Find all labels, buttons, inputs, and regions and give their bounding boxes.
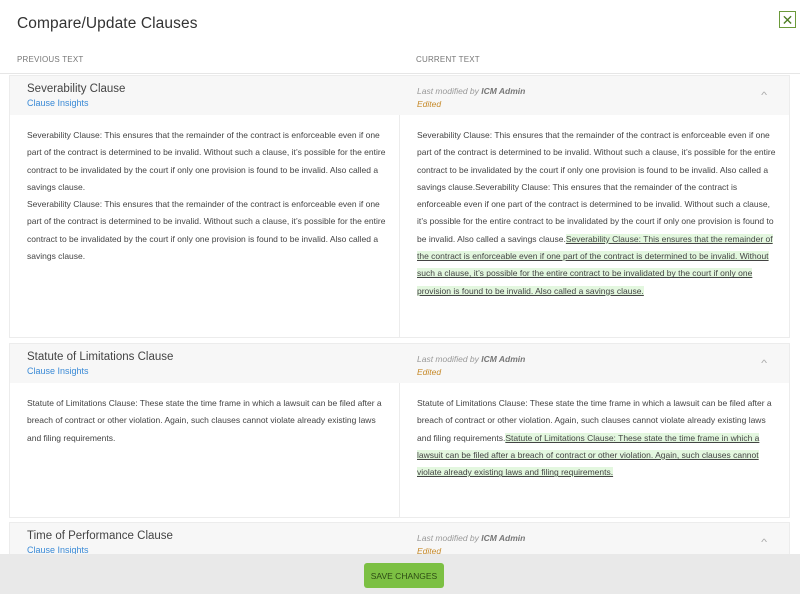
- chevron-up-icon[interactable]: ^: [761, 537, 768, 547]
- close-icon: ✕: [781, 11, 794, 28]
- chevron-up-icon[interactable]: ^: [761, 90, 768, 100]
- clause-insights-link[interactable]: Clause Insights: [27, 545, 89, 554]
- clause-header[interactable]: [10, 344, 789, 383]
- status-badge: Edited: [417, 367, 442, 377]
- clause-body: [10, 115, 789, 337]
- current-text: Severability Clause: This ensures that the remainder of the contract is enforceable even if one part of the contract is determined to be invalid. Without such a clause, it’s possible for the entire contract to be invalidated by the court if only one provision is found to be invalid. Also called a savings clause.Severability Clause: This ensures that the remainder of the contract is enforceable even if one part of the contract is determined to be invalid. Without such a clause, it’s possible for the entire contract to be invalidated by the court if only one provision is found to be invalid. Also called a savings clause.Severability Clause: This ensures that the remainder of the contract is enforceable even if one part of the contract is determined to be invalid. Without such a clause, it’s possible for the entire contract to be invalidated by the court if only one provision is found to be invalid. Also called a savings clause.: [417, 130, 776, 296]
- column-divider: [399, 383, 400, 517]
- modal-footer: [0, 554, 800, 594]
- current-text-header: CURRENT TEXT: [416, 55, 480, 64]
- clause-card-statute-of-limitations: [9, 343, 790, 518]
- column-headers: [0, 50, 800, 74]
- last-modified: Last modified by ICM Admin: [417, 86, 526, 96]
- added-text: Statute of Limitations Clause: These state the time frame in which a lawsuit can be filed after a breach of contract or other violation. Again, such clauses cannot violate already existing laws and filing requirements.: [417, 432, 760, 478]
- clause-name: Severability Clause: [27, 83, 126, 95]
- modal-title: Compare/Update Clauses: [17, 15, 198, 32]
- previous-text-header: PREVIOUS TEXT: [17, 55, 84, 64]
- added-text: Severability Clause: This ensures that the remainder of the contract is enforceable even if one part of the contract is determined to be invalid. Without such a clause, it’s possible for the entire contract to be invalidated by the court if only one provision is found to be invalid. Also called a savings clause.: [417, 233, 773, 296]
- last-modified: Last modified by ICM Admin: [417, 533, 526, 543]
- clause-card-time-of-performance: [9, 522, 790, 554]
- status-badge: Edited: [417, 546, 442, 554]
- clause-list[interactable]: [0, 75, 800, 554]
- clause-header[interactable]: [10, 76, 789, 115]
- current-text: Statute of Limitations Clause: These state the time frame in which a lawsuit can be filed after a breach of contract or other violation. Again, such clauses cannot violate already existing laws and filing requirements.Statute of Limitations Clause: These state the time frame in which a lawsuit can be filed after a breach of contract or other violation. Again, such clauses cannot violate already existing laws and filing requirements.: [417, 398, 772, 478]
- clause-body: [10, 383, 789, 517]
- clause-insights-link[interactable]: Clause Insights: [27, 98, 89, 108]
- clause-card-severability: [9, 75, 790, 338]
- chevron-up-icon[interactable]: ^: [761, 358, 768, 368]
- clause-insights-link[interactable]: Clause Insights: [27, 366, 89, 376]
- previous-text: Statute of Limitations Clause: These state the time frame in which a lawsuit can be filed after a breach of contract or other violation. Again, such clauses cannot violate already existing laws and filing requirements.: [27, 398, 382, 443]
- close-button[interactable]: [779, 11, 796, 28]
- save-changes-button[interactable]: SAVE CHANGES: [364, 563, 444, 588]
- clause-name: Statute of Limitations Clause: [27, 351, 174, 363]
- clause-header[interactable]: [10, 523, 789, 554]
- previous-text: Severability Clause: This ensures that the remainder of the contract is enforceable even if one part of the contract is determined to be invalid. Without such a clause, it’s possible for the entire contract to be invalidated by the court if only one provision is found to be invalid. Also called a savings clause. Severability Clause: This ensures that the remainder of the contract is enforceable even if one part of the contract is determined to be invalid. Without such a clause, it’s possible for the entire contract to be invalidated by the court if only one provision is found to be invalid. Also called a savings clause.: [27, 130, 386, 262]
- column-divider: [399, 115, 400, 337]
- status-badge: Edited: [417, 99, 442, 109]
- clause-name: Time of Performance Clause: [27, 530, 173, 542]
- last-modified: Last modified by ICM Admin: [417, 354, 526, 364]
